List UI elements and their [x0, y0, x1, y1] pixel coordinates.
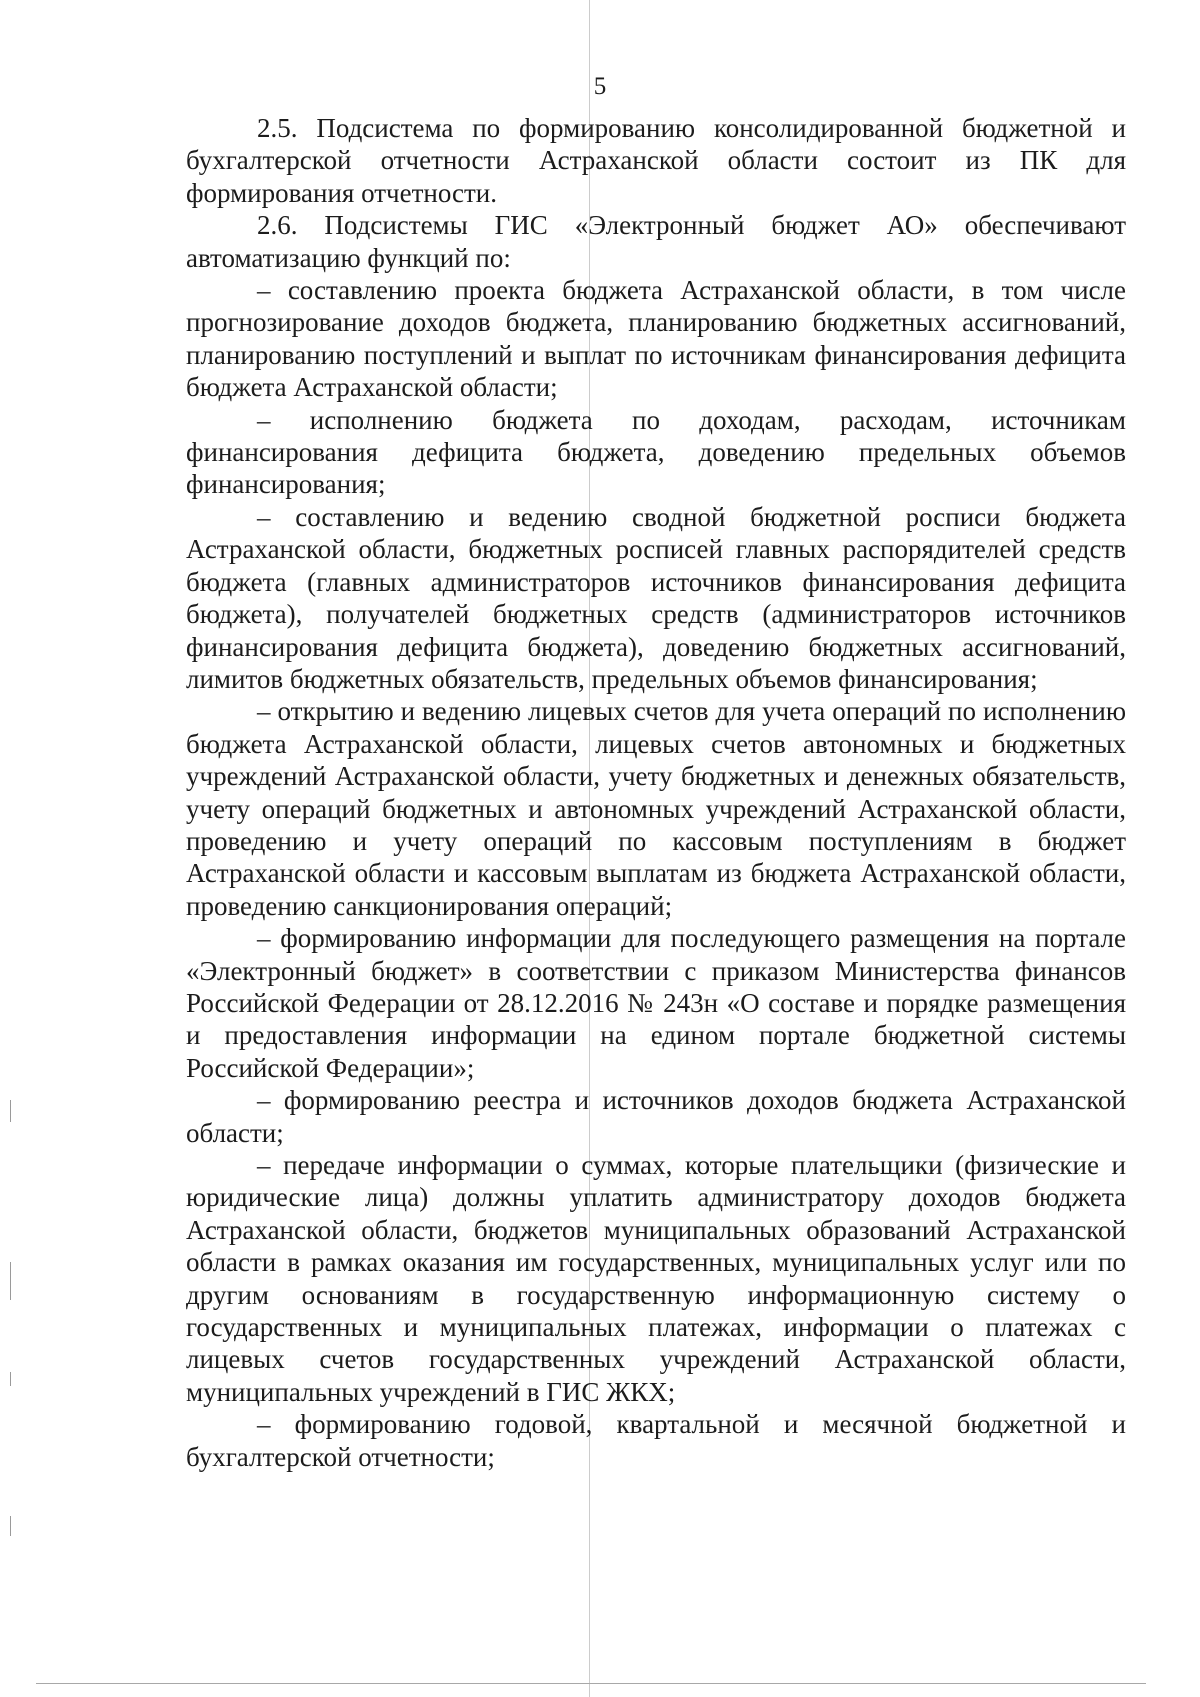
scan-edge-mark: [10, 1516, 11, 1536]
scan-edge-mark: [10, 1100, 11, 1122]
scan-edge-mark: [10, 1262, 11, 1300]
list-item-personal-accounts: – открытию и ведению лицевых счетов для учета операций по исполнению бюджета Астраханской области, лицевых счетов автономных и бюджетных учреждений Астраханской области, учету бюджетных и денежных обязательств, учету операций бюджетных и автономных учреждений Астраханской области, проведению и учету операций по кассовым поступлениям в бюджет Астраханской области и кассовым выплатам из бюджета Астраханской области, проведению санкционирования операций;: [186, 696, 1126, 921]
list-item-budget-execution: – исполнению бюджета по доходам, расходам, источникам финансирования дефицита бюджета, доведению предельных объемов финансирования;: [186, 404, 1126, 500]
document-body: [186, 112, 1126, 1473]
list-item-budget-schedule: – составлению и ведению сводной бюджетной росписи бюджета Астраханской области, бюджетных росписей главных распорядителей средств бюджета (главных администраторов источников финансирования дефицита бюджета), получателей бюджетных средств (администраторов источников финансирования дефицита бюджета), доведению бюджетных ассигнований, лимитов бюджетных обязательств, предельных объемов финансирования;: [186, 501, 1126, 694]
scan-bottom-rule: [36, 1683, 1146, 1684]
scan-edge-mark: [10, 1372, 11, 1386]
paragraph-2-6: 2.6. Подсистемы ГИС «Электронный бюджет АО» обеспечивают автоматизацию функций по:: [186, 210, 1126, 273]
list-item-payment-information: – передаче информации о суммах, которые плательщики (физические и юридические лица) должны уплатить администратору доходов бюджета Астраханской области, бюджетов муниципальных образований Астраханской области в рамках оказания им государственных, муниципальных услуг или по другим основаниям в государственную информационную систему о государственных и муниципальных платежах, информации о платежах с лицевых счетов государственных учреждений Астраханской области, муниципальных учреждений в ГИС ЖКХ;: [186, 1150, 1126, 1407]
paragraph-2-5: 2.5. Подсистема по формированию консолидированной бюджетной и бухгалтерской отчетности Астраханской области состоит из ПК для формирования отчетности.: [186, 113, 1126, 208]
page-number: 5: [593, 73, 607, 100]
list-item-reporting: – формированию годовой, квартальной и месячной бюджетной и бухгалтерской отчетности;: [186, 1409, 1126, 1472]
list-item-budget-drafting: – составлению проекта бюджета Астраханской области, в том числе прогнозирование доходов бюджета, планированию бюджетных ассигнований, планированию поступлений и выплат по источникам финансирования дефицита бюджета Астраханской области;: [186, 275, 1126, 403]
list-item-portal-information: – формированию информации для последующего размещения на портале «Электронный бюджет» в соответствии с приказом Министерства финансов Российской Федерации от 28.12.2016 № 243н «О составе и порядке размещения и предоставления информации на едином портале бюджетной системы Российской Федерации»;: [186, 923, 1126, 1083]
list-item-revenue-registry: – формированию реестра и источников доходов бюджета Астраханской области;: [186, 1085, 1126, 1148]
